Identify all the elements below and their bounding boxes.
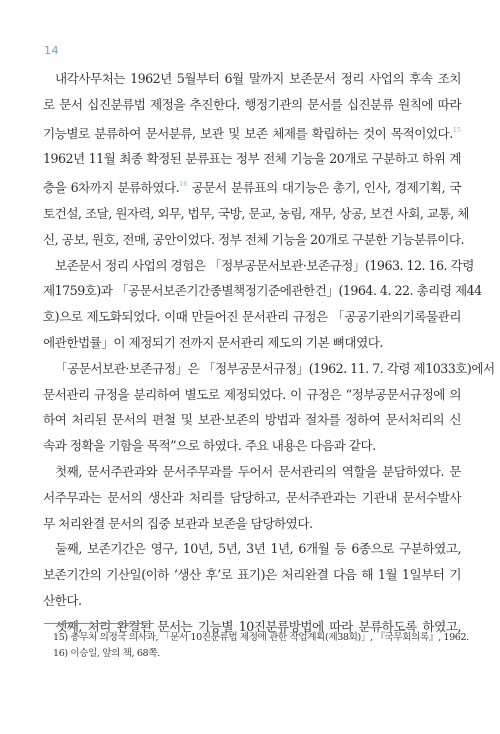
body-line-text: 보존기간의 기산일(이하 ‘생산 후’로 표기)은 처리완결 다음 해 1월 1일부터 기 [43,567,461,583]
page-number: 14 [44,44,59,57]
footnote-marker: 15 [452,125,461,134]
body-line [43,511,461,537]
body-line-text: 속과 정확을 기함을 목적”으로 하였다. 주요 내용은 다음과 같다. [43,438,376,454]
body-line-text: 호)으로 제도화되었다. 이때 만들어진 문서관리 규정은 「공공기관의기록물관리 [43,309,461,325]
body-line-text: 하여 처리된 문서의 편철 및 보관·보존의 방법과 절차를 정하여 문서처리의 신 [43,412,461,428]
body-line-text: 신, 공보, 원호, 전매, 공안이었다. 정부 전체 기능을 20개로 구분한 기능분류이다. [43,231,465,247]
body-line [43,382,461,408]
body-line-text: 내각사무처는 1962년 5월부터 6월 말까지 보존문서 정리 사업의 후속 조치 [55,71,461,86]
body-line-text: 첫째, 문서주관과와 문서주무과를 두어서 문서관리의 역할을 분담하였다. 문 [55,463,461,479]
body-line-text: 둘째, 보존기간은 영구, 10년, 5년, 3년 1년, 6개월 등 6종으로 구분하였고, [55,541,461,557]
body-line-text: 서주무과는 문서의 생산과 처리를 담당하고, 문서주관과는 기관내 문서수발사 [43,489,461,505]
footnote-15: 15) 총무처 의정국 의사과, 「문서 10진분류법 제정에 관한 작업계획(제38회)」, 『국무회의록』, 1962. [53,632,469,643]
body-line-text: 공문서 분류표의 대기능은 총기, 인사, 경제기획, 국 [187,180,461,196]
body-line-text: 제1759호)과 「공문서보존기간종별책정기준에관한건」(1964. 4. 22. 총리령 제44 [43,283,482,299]
body-line [43,146,461,172]
body-line [43,330,461,356]
footnote-marker: 16 [179,180,188,189]
body-line [43,304,461,330]
body-line [43,562,461,588]
body-line-text: 토건설, 조달, 원자력, 외무, 법무, 국방, 문교, 농림, 재무, 상공, 보건 사회, 교통, 체 [43,205,469,221]
body-line [43,66,461,92]
body-line-text: 에관한법률」이 제정되기 전까지 문서관리 제도의 기본 뼈대였다. [43,334,383,350]
body-line [43,433,461,459]
body-line-text: 보존문서 정리 사업의 경험은 「정부공문서보관·보존규정」(1963. 12. 16. 각령 [55,257,474,273]
body-line-text: 문서관리 규정을 분리하여 별도로 제정되었다. 이 규정은 “정부공문서규정에 의 [43,386,461,402]
body-line-text: 셋째, 처리 완결된 문서는 기능별 10진분류방법에 따라 분류하도록 하였고, [55,618,461,634]
footnotes [53,630,469,662]
body-line-text: 「공문서보관·보존규정」은 「정부공문서규정」(1962. 11. 7. 각령 제1033호)에서 [55,360,495,376]
body-line [43,588,461,614]
body-text [43,66,495,640]
body-line [43,485,461,511]
body-line-text: 층을 6차까지 분류하였다. [43,180,180,196]
body-line [43,92,461,118]
body-line-text: 1962년 11월 최종 확정된 분류표는 정부 전체 기능을 20개로 구분하고 하위 계 [43,151,461,167]
body-line [43,536,461,562]
body-line [43,459,461,485]
body-line [43,253,474,279]
body-line-text: 기능별로 분류하여 문서분류, 보관 및 보존 체제를 확립하는 것이 목적이었다. [43,125,453,141]
footnote-16: 16) 이승일, 앞의 책, 68쪽. [53,648,160,659]
body-line [43,201,469,227]
body-line [43,172,461,201]
body-line [43,356,495,382]
body-line-text: 산한다. [43,592,82,608]
body-line-text: 무 처리완결 문서의 집중 보관과 보존을 담당하였다. [43,515,313,531]
body-line [43,227,465,253]
body-line [43,407,461,433]
footnote-divider [44,623,154,624]
body-line-text: 로 문서 십진분류법 제정을 추진한다. 행정기관의 문서를 십진분류 원칙에 따라 [43,96,461,112]
body-line [43,278,482,304]
body-line [43,118,461,147]
